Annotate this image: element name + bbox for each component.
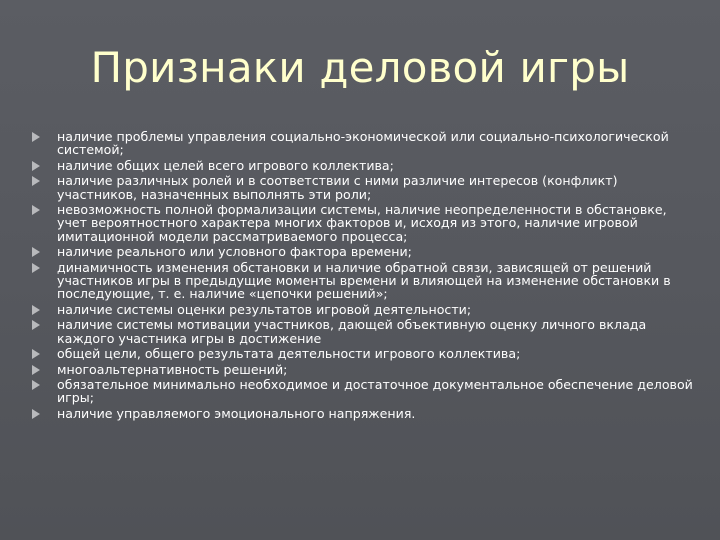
bullet-list xyxy=(30,130,695,422)
triangle-right-icon xyxy=(32,263,40,273)
triangle-right-icon xyxy=(32,305,40,315)
triangle-right-icon xyxy=(32,409,40,419)
list-item xyxy=(30,347,695,360)
list-item xyxy=(30,303,695,316)
list-item xyxy=(30,261,695,301)
list-item-text: многоальтернативность решений; xyxy=(57,361,288,377)
list-item-text: невозможность полной формализации системы, наличие неопределенности в обстановке, учет вероятностного характера многих факторов и, исходя из этого, наличие игровой имитационной модели рассматриваемого процесса; xyxy=(57,202,667,244)
triangle-right-icon xyxy=(32,380,40,390)
triangle-right-icon xyxy=(32,365,40,375)
slide-title: Признаки деловой игры xyxy=(90,43,630,92)
triangle-right-icon xyxy=(32,176,40,186)
triangle-right-icon xyxy=(32,320,40,330)
list-item xyxy=(30,203,695,243)
list-item-text: обязательное минимально необходимое и достаточное документальное обеспечение деловой игры; xyxy=(57,376,693,406)
triangle-right-icon xyxy=(32,205,40,215)
list-item-text: наличие системы оценки результатов игровой деятельности; xyxy=(57,301,472,317)
list-item xyxy=(30,363,695,376)
list-item xyxy=(30,318,695,345)
list-item xyxy=(30,159,695,172)
list-item xyxy=(30,174,695,201)
list-item-text: наличие управляемого эмоционального напряжения. xyxy=(57,405,416,421)
list-item-text: наличие реального или условного фактора времени; xyxy=(57,244,412,260)
list-item-text: динамичность изменения обстановки и наличие обратной связи, зависящей от решений участников игры в предыдущие моменты времени и влияющей на изменение обстановки в последующие, т. е. наличие «цепочки решений»; xyxy=(57,259,671,302)
list-item xyxy=(30,130,695,157)
list-item xyxy=(30,378,695,405)
list-item-text: наличие общих целей всего игрового коллектива; xyxy=(57,157,394,173)
list-item-text: общей цели, общего результата деятельности игрового коллектива; xyxy=(57,346,521,362)
triangle-right-icon xyxy=(32,247,40,257)
list-item xyxy=(30,245,695,258)
triangle-right-icon xyxy=(32,161,40,171)
list-item-text: наличие системы мотивации участников, дающей объективную оценку личного вклада каждого участника игры в достижение xyxy=(57,317,647,346)
list-item-text: наличие различных ролей и в соответствии с ними различие интересов (конфликт) участников, назначенных выполнять эти роли; xyxy=(57,173,618,202)
triangle-right-icon xyxy=(32,349,40,359)
list-item-text: наличие проблемы управления социально-экономической или социально-психологической системой; xyxy=(57,129,669,158)
triangle-right-icon xyxy=(32,132,40,142)
list-item xyxy=(30,407,695,420)
